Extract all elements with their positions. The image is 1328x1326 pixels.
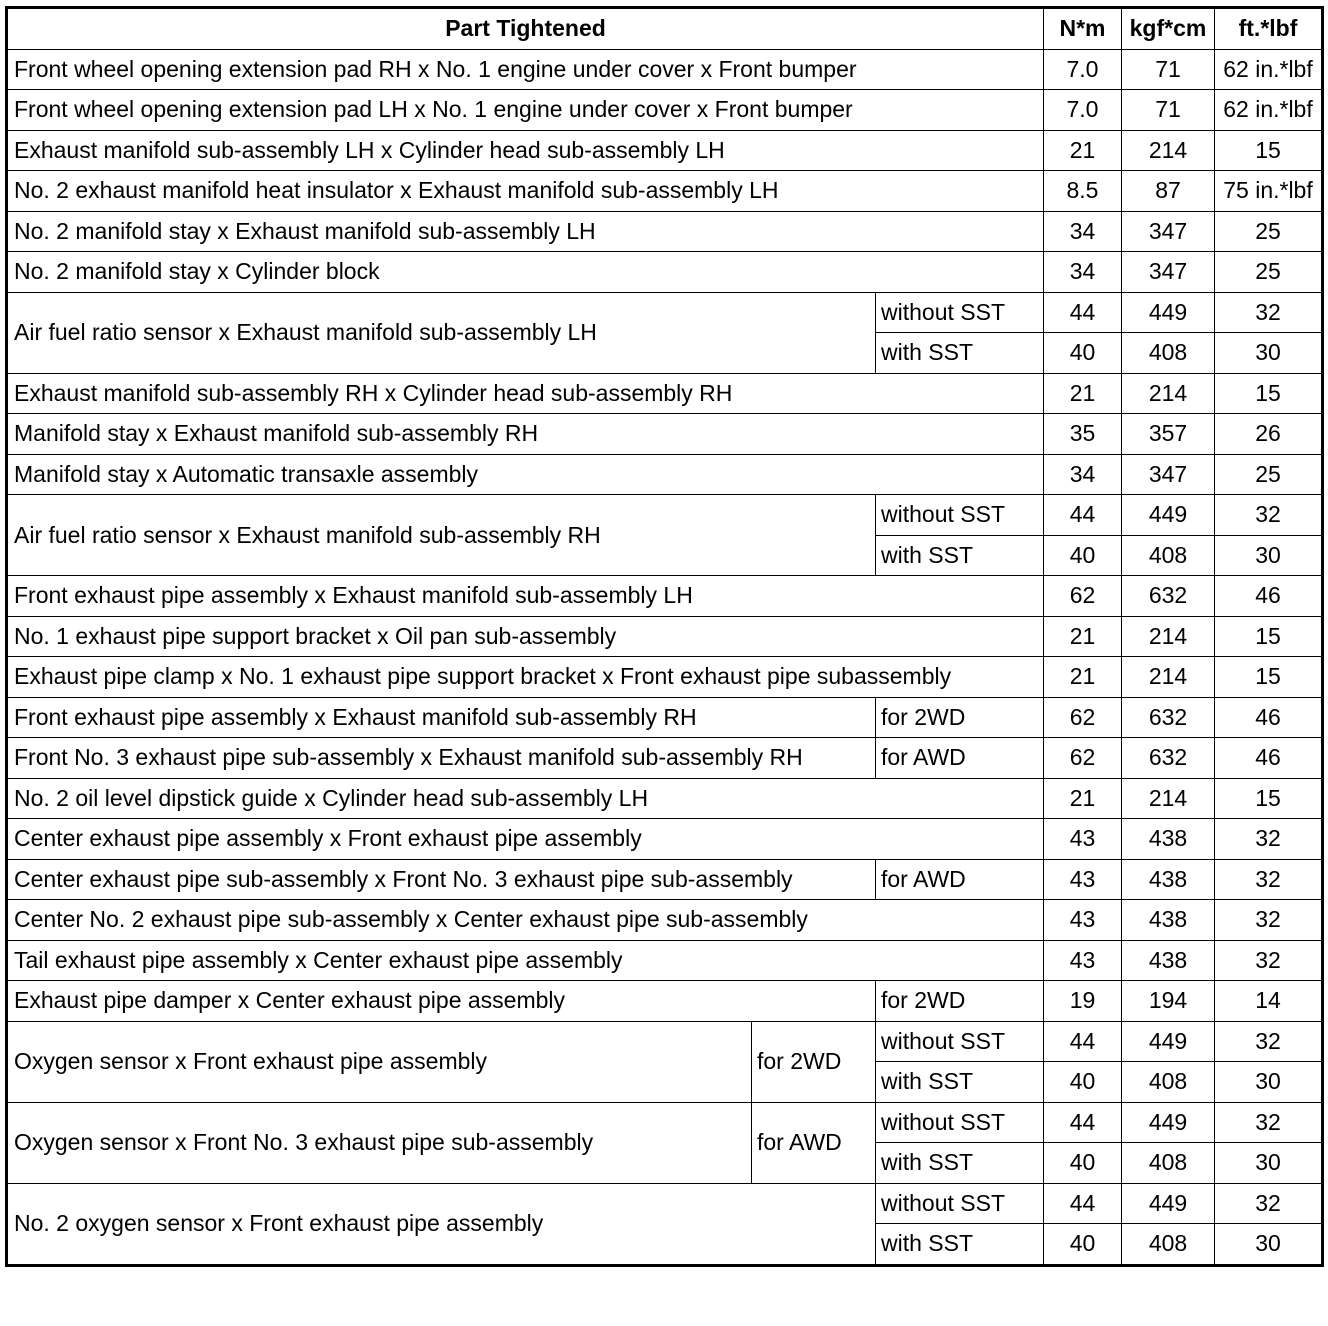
torque-specification-table (5, 6, 1324, 1267)
table-row (7, 697, 1323, 738)
header-kgfcm: kgf*cm (1122, 8, 1215, 50)
torque-nm: 21 (1044, 130, 1122, 171)
part-name: No. 2 manifold stay x Exhaust manifold sub-assembly LH (7, 211, 1044, 252)
table-row (7, 859, 1323, 900)
sst-condition: with SST (876, 535, 1044, 576)
part-name: Manifold stay x Exhaust manifold sub-assembly RH (7, 414, 1044, 455)
torque-nm: 7.0 (1044, 49, 1122, 90)
torque-nm: 35 (1044, 414, 1122, 455)
part-name: No. 2 manifold stay x Cylinder block (7, 252, 1044, 293)
table-row (7, 130, 1323, 171)
torque-ftlbf: 15 (1215, 130, 1323, 171)
torque-ftlbf: 46 (1215, 697, 1323, 738)
torque-nm: 34 (1044, 211, 1122, 252)
torque-ftlbf: 15 (1215, 657, 1323, 698)
torque-nm: 19 (1044, 981, 1122, 1022)
table-body (7, 49, 1323, 1265)
table-row (7, 292, 1323, 333)
torque-kgfcm: 71 (1122, 49, 1215, 90)
header-nm: N*m (1044, 8, 1122, 50)
drive-condition: for AWD (752, 1102, 876, 1183)
part-name: No. 2 oxygen sensor x Front exhaust pipe assembly (7, 1183, 876, 1265)
part-name: Front No. 3 exhaust pipe sub-assembly x Exhaust manifold sub-assembly RH (7, 738, 876, 779)
part-name: Front exhaust pipe assembly x Exhaust manifold sub-assembly LH (7, 576, 1044, 617)
torque-kgfcm: 632 (1122, 738, 1215, 779)
part-name: Center exhaust pipe sub-assembly x Front No. 3 exhaust pipe sub-assembly (7, 859, 876, 900)
part-name: No. 2 exhaust manifold heat insulator x Exhaust manifold sub-assembly LH (7, 171, 1044, 212)
part-name: Exhaust pipe clamp x No. 1 exhaust pipe support bracket x Front exhaust pipe subassembly (7, 657, 1044, 698)
torque-ftlbf: 32 (1215, 819, 1323, 860)
sst-condition: without SST (876, 1102, 1044, 1143)
torque-kgfcm: 449 (1122, 1183, 1215, 1224)
sst-condition: with SST (876, 1143, 1044, 1184)
torque-nm: 40 (1044, 1143, 1122, 1184)
part-name: Front wheel opening extension pad LH x No. 1 engine under cover x Front bumper (7, 90, 1044, 131)
torque-ftlbf: 25 (1215, 211, 1323, 252)
torque-kgfcm: 449 (1122, 495, 1215, 536)
torque-kgfcm: 347 (1122, 211, 1215, 252)
torque-nm: 21 (1044, 616, 1122, 657)
torque-ftlbf: 32 (1215, 859, 1323, 900)
part-name: Front wheel opening extension pad RH x No. 1 engine under cover x Front bumper (7, 49, 1044, 90)
torque-nm: 34 (1044, 454, 1122, 495)
torque-kgfcm: 408 (1122, 535, 1215, 576)
torque-ftlbf: 26 (1215, 414, 1323, 455)
torque-kgfcm: 408 (1122, 1062, 1215, 1103)
torque-kgfcm: 214 (1122, 616, 1215, 657)
torque-nm: 34 (1044, 252, 1122, 293)
torque-ftlbf: 30 (1215, 535, 1323, 576)
header-part-tightened: Part Tightened (7, 8, 1044, 50)
part-name: No. 1 exhaust pipe support bracket x Oil pan sub-assembly (7, 616, 1044, 657)
torque-nm: 62 (1044, 697, 1122, 738)
sst-condition: without SST (876, 1021, 1044, 1062)
torque-kgfcm: 438 (1122, 900, 1215, 941)
table-row (7, 657, 1323, 698)
part-name: Oxygen sensor x Front exhaust pipe assembly (7, 1021, 752, 1102)
table-row (7, 940, 1323, 981)
part-name: Center exhaust pipe assembly x Front exhaust pipe assembly (7, 819, 1044, 860)
sst-condition: without SST (876, 495, 1044, 536)
table-header-row (7, 8, 1323, 50)
torque-nm: 40 (1044, 333, 1122, 374)
torque-ftlbf: 32 (1215, 495, 1323, 536)
part-name: Exhaust manifold sub-assembly LH x Cylinder head sub-assembly LH (7, 130, 1044, 171)
table-row (7, 1021, 1323, 1062)
torque-nm: 44 (1044, 1021, 1122, 1062)
torque-kgfcm: 449 (1122, 1021, 1215, 1062)
torque-nm: 44 (1044, 1102, 1122, 1143)
torque-ftlbf: 15 (1215, 616, 1323, 657)
part-name: Air fuel ratio sensor x Exhaust manifold sub-assembly RH (7, 495, 876, 576)
torque-ftlbf: 30 (1215, 333, 1323, 374)
torque-ftlbf: 30 (1215, 1143, 1323, 1184)
header-ftlbf: ft.*lbf (1215, 8, 1323, 50)
torque-ftlbf: 30 (1215, 1062, 1323, 1103)
table-row (7, 211, 1323, 252)
torque-ftlbf: 32 (1215, 1021, 1323, 1062)
torque-kgfcm: 408 (1122, 1143, 1215, 1184)
drive-condition: for 2WD (876, 697, 1044, 738)
torque-ftlbf: 32 (1215, 940, 1323, 981)
torque-kgfcm: 449 (1122, 292, 1215, 333)
torque-ftlbf: 15 (1215, 373, 1323, 414)
sst-condition: with SST (876, 1062, 1044, 1103)
part-name: Center No. 2 exhaust pipe sub-assembly x Center exhaust pipe sub-assembly (7, 900, 1044, 941)
table-row (7, 819, 1323, 860)
torque-kgfcm: 214 (1122, 373, 1215, 414)
torque-kgfcm: 71 (1122, 90, 1215, 131)
drive-condition: for 2WD (752, 1021, 876, 1102)
drive-condition: for AWD (876, 859, 1044, 900)
torque-nm: 21 (1044, 778, 1122, 819)
torque-nm: 62 (1044, 576, 1122, 617)
torque-kgfcm: 438 (1122, 819, 1215, 860)
torque-nm: 40 (1044, 535, 1122, 576)
torque-nm: 43 (1044, 900, 1122, 941)
table-row (7, 1183, 1323, 1224)
table-row (7, 414, 1323, 455)
torque-nm: 40 (1044, 1224, 1122, 1266)
torque-ftlbf: 14 (1215, 981, 1323, 1022)
table-row (7, 981, 1323, 1022)
torque-kgfcm: 357 (1122, 414, 1215, 455)
torque-nm: 44 (1044, 292, 1122, 333)
torque-ftlbf: 32 (1215, 900, 1323, 941)
torque-ftlbf: 32 (1215, 1102, 1323, 1143)
torque-kgfcm: 438 (1122, 859, 1215, 900)
table-row (7, 738, 1323, 779)
torque-nm: 44 (1044, 495, 1122, 536)
table-row (7, 900, 1323, 941)
torque-kgfcm: 347 (1122, 252, 1215, 293)
part-name: Oxygen sensor x Front No. 3 exhaust pipe sub-assembly (7, 1102, 752, 1183)
table-row (7, 171, 1323, 212)
torque-nm: 8.5 (1044, 171, 1122, 212)
sst-condition: with SST (876, 333, 1044, 374)
torque-nm: 40 (1044, 1062, 1122, 1103)
torque-kgfcm: 87 (1122, 171, 1215, 212)
torque-ftlbf: 46 (1215, 738, 1323, 779)
torque-nm: 62 (1044, 738, 1122, 779)
torque-ftlbf: 46 (1215, 576, 1323, 617)
sst-condition: without SST (876, 1183, 1044, 1224)
table-row (7, 373, 1323, 414)
torque-ftlbf: 25 (1215, 252, 1323, 293)
torque-nm: 43 (1044, 859, 1122, 900)
part-name: Tail exhaust pipe assembly x Center exhaust pipe assembly (7, 940, 1044, 981)
part-name: No. 2 oil level dipstick guide x Cylinder head sub-assembly LH (7, 778, 1044, 819)
torque-kgfcm: 438 (1122, 940, 1215, 981)
part-name: Exhaust pipe damper x Center exhaust pipe assembly (7, 981, 876, 1022)
table-row (7, 778, 1323, 819)
torque-ftlbf: 15 (1215, 778, 1323, 819)
table-row (7, 616, 1323, 657)
torque-nm: 21 (1044, 657, 1122, 698)
torque-nm: 43 (1044, 940, 1122, 981)
torque-kgfcm: 194 (1122, 981, 1215, 1022)
torque-nm: 21 (1044, 373, 1122, 414)
torque-ftlbf: 62 in.*lbf (1215, 49, 1323, 90)
torque-nm: 44 (1044, 1183, 1122, 1224)
torque-ftlbf: 62 in.*lbf (1215, 90, 1323, 131)
torque-ftlbf: 75 in.*lbf (1215, 171, 1323, 212)
torque-kgfcm: 408 (1122, 1224, 1215, 1266)
table-row (7, 576, 1323, 617)
torque-kgfcm: 214 (1122, 778, 1215, 819)
torque-ftlbf: 32 (1215, 292, 1323, 333)
torque-ftlbf: 25 (1215, 454, 1323, 495)
torque-ftlbf: 30 (1215, 1224, 1323, 1266)
torque-kgfcm: 632 (1122, 576, 1215, 617)
torque-ftlbf: 32 (1215, 1183, 1323, 1224)
table-row (7, 495, 1323, 536)
torque-kgfcm: 449 (1122, 1102, 1215, 1143)
part-name: Front exhaust pipe assembly x Exhaust manifold sub-assembly RH (7, 697, 876, 738)
table-row (7, 90, 1323, 131)
drive-condition: for 2WD (876, 981, 1044, 1022)
part-name: Exhaust manifold sub-assembly RH x Cylinder head sub-assembly RH (7, 373, 1044, 414)
table-row (7, 49, 1323, 90)
sst-condition: without SST (876, 292, 1044, 333)
torque-kgfcm: 347 (1122, 454, 1215, 495)
torque-kgfcm: 214 (1122, 130, 1215, 171)
sst-condition: with SST (876, 1224, 1044, 1266)
part-name: Air fuel ratio sensor x Exhaust manifold sub-assembly LH (7, 292, 876, 373)
part-name: Manifold stay x Automatic transaxle assembly (7, 454, 1044, 495)
torque-nm: 43 (1044, 819, 1122, 860)
table-row (7, 454, 1323, 495)
torque-kgfcm: 632 (1122, 697, 1215, 738)
drive-condition: for AWD (876, 738, 1044, 779)
torque-kgfcm: 408 (1122, 333, 1215, 374)
torque-kgfcm: 214 (1122, 657, 1215, 698)
table-row (7, 1102, 1323, 1143)
torque-nm: 7.0 (1044, 90, 1122, 131)
table-row (7, 252, 1323, 293)
torque-table-container (5, 6, 1324, 1267)
